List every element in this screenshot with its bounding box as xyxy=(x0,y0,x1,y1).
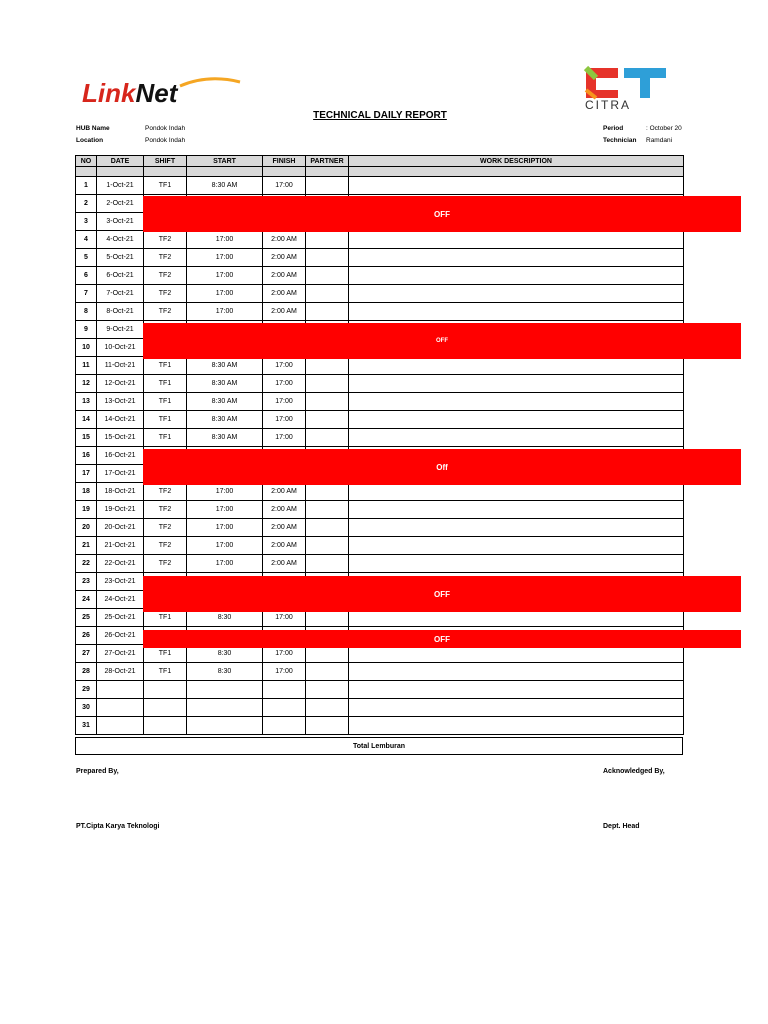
cell-shift xyxy=(144,681,187,699)
cell-desc xyxy=(349,177,684,195)
cell-date: 11-Oct-21 xyxy=(97,357,144,375)
location-value: Pondok Indah xyxy=(145,137,186,144)
sub-cell xyxy=(263,167,306,177)
cell-shift: TF1 xyxy=(144,411,187,429)
table-row xyxy=(76,231,684,249)
cell-date: 2-Oct-21 xyxy=(97,195,144,213)
cell-desc xyxy=(349,429,684,447)
table-row xyxy=(76,681,684,699)
cell-no: 17 xyxy=(76,465,97,483)
table-row xyxy=(76,537,684,555)
off-band: OFF xyxy=(143,630,741,648)
cell-desc xyxy=(349,663,684,681)
cell-no: 29 xyxy=(76,681,97,699)
sub-cell xyxy=(306,167,349,177)
cell-no: 28 xyxy=(76,663,97,681)
linknet-logo xyxy=(82,78,177,109)
cell-date: 28-Oct-21 xyxy=(97,663,144,681)
cell-date xyxy=(97,699,144,717)
cell-date: 27-Oct-21 xyxy=(97,645,144,663)
cell-date: 16-Oct-21 xyxy=(97,447,144,465)
cell-finish: 2:00 AM xyxy=(263,555,306,573)
cell-partner xyxy=(306,393,349,411)
cell-start: 8:30 xyxy=(187,645,263,663)
off-band: Off xyxy=(143,449,741,485)
off-band: OFF xyxy=(143,323,741,359)
technician-label: Technician xyxy=(603,137,637,144)
cell-date: 1-Oct-21 xyxy=(97,177,144,195)
col-no: NO xyxy=(76,156,97,167)
cell-finish: 2:00 AM xyxy=(263,267,306,285)
table-row xyxy=(76,303,684,321)
table-row xyxy=(76,717,684,735)
header-subrow xyxy=(76,167,684,177)
table-row xyxy=(76,501,684,519)
cell-date xyxy=(97,681,144,699)
table-row xyxy=(76,267,684,285)
cell-partner xyxy=(306,303,349,321)
cell-partner xyxy=(306,285,349,303)
table-row xyxy=(76,357,684,375)
cell-date: 22-Oct-21 xyxy=(97,555,144,573)
cell-date: 17-Oct-21 xyxy=(97,465,144,483)
cell-start xyxy=(187,699,263,717)
table-row xyxy=(76,663,684,681)
off-band: OFF xyxy=(143,576,741,612)
cell-partner xyxy=(306,537,349,555)
cell-desc xyxy=(349,681,684,699)
logo-swoosh-icon xyxy=(178,76,242,92)
cell-no: 8 xyxy=(76,303,97,321)
sub-cell xyxy=(144,167,187,177)
cell-finish: 17:00 xyxy=(263,177,306,195)
col-date: DATE xyxy=(97,156,144,167)
cell-date: 15-Oct-21 xyxy=(97,429,144,447)
cell-finish: 2:00 AM xyxy=(263,519,306,537)
table-row xyxy=(76,519,684,537)
table-row xyxy=(76,699,684,717)
sub-cell xyxy=(97,167,144,177)
cell-no: 27 xyxy=(76,645,97,663)
cell-finish: 17:00 xyxy=(263,357,306,375)
cell-no: 5 xyxy=(76,249,97,267)
table-row xyxy=(76,393,684,411)
period-value: : October 20 xyxy=(646,125,682,132)
cell-date: 3-Oct-21 xyxy=(97,213,144,231)
cell-desc xyxy=(349,231,684,249)
cell-date: 21-Oct-21 xyxy=(97,537,144,555)
cell-desc xyxy=(349,411,684,429)
cell-start: 17:00 xyxy=(187,249,263,267)
table-row xyxy=(76,375,684,393)
cell-desc xyxy=(349,249,684,267)
cell-no: 13 xyxy=(76,393,97,411)
cell-start: 17:00 xyxy=(187,267,263,285)
cell-start: 8:30 AM xyxy=(187,357,263,375)
cell-date: 4-Oct-21 xyxy=(97,231,144,249)
table-row xyxy=(76,483,684,501)
cell-finish: 17:00 xyxy=(263,393,306,411)
off-band: OFF xyxy=(143,196,741,232)
cell-date: 19-Oct-21 xyxy=(97,501,144,519)
cell-partner xyxy=(306,555,349,573)
cell-desc xyxy=(349,483,684,501)
cell-shift: TF2 xyxy=(144,519,187,537)
cell-start: 8:30 xyxy=(187,609,263,627)
cell-shift: TF2 xyxy=(144,285,187,303)
cell-shift: TF1 xyxy=(144,375,187,393)
cell-date: 13-Oct-21 xyxy=(97,393,144,411)
cell-shift: TF2 xyxy=(144,537,187,555)
cell-partner xyxy=(306,699,349,717)
cell-date: 14-Oct-21 xyxy=(97,411,144,429)
cell-start: 17:00 xyxy=(187,285,263,303)
table-row xyxy=(76,429,684,447)
cell-finish: 17:00 xyxy=(263,663,306,681)
cell-desc xyxy=(349,375,684,393)
cell-date: 23-Oct-21 xyxy=(97,573,144,591)
cell-finish: 17:00 xyxy=(263,609,306,627)
table-row xyxy=(76,555,684,573)
cell-partner xyxy=(306,663,349,681)
cell-finish: 2:00 AM xyxy=(263,537,306,555)
cell-date: 6-Oct-21 xyxy=(97,267,144,285)
col-work-description: WORK DESCRIPTION xyxy=(349,156,684,167)
cell-desc xyxy=(349,555,684,573)
cell-no: 19 xyxy=(76,501,97,519)
cell-partner xyxy=(306,375,349,393)
cell-no: 24 xyxy=(76,591,97,609)
table-row xyxy=(76,411,684,429)
hub-value: Pondok Indah xyxy=(145,125,186,132)
cell-no: 2 xyxy=(76,195,97,213)
cell-no: 3 xyxy=(76,213,97,231)
cell-desc xyxy=(349,519,684,537)
cell-no: 1 xyxy=(76,177,97,195)
cell-finish: 17:00 xyxy=(263,645,306,663)
dept-head: Dept. Head xyxy=(603,823,640,830)
cell-start: 17:00 xyxy=(187,303,263,321)
col-finish: FINISH xyxy=(263,156,306,167)
cell-no: 14 xyxy=(76,411,97,429)
cell-start: 8:30 AM xyxy=(187,177,263,195)
cell-no: 25 xyxy=(76,609,97,627)
cell-finish xyxy=(263,699,306,717)
cell-no: 30 xyxy=(76,699,97,717)
cell-date xyxy=(97,717,144,735)
cell-shift: TF1 xyxy=(144,609,187,627)
cell-no: 23 xyxy=(76,573,97,591)
cell-partner xyxy=(306,429,349,447)
table-row xyxy=(76,177,684,195)
citra-logo-text: CITRA xyxy=(585,98,631,112)
cell-shift: TF2 xyxy=(144,303,187,321)
cell-shift: TF2 xyxy=(144,267,187,285)
cell-finish: 2:00 AM xyxy=(263,249,306,267)
cell-start xyxy=(187,717,263,735)
cell-date: 25-Oct-21 xyxy=(97,609,144,627)
report-table xyxy=(75,155,684,735)
cell-shift: TF2 xyxy=(144,501,187,519)
cell-partner xyxy=(306,357,349,375)
cell-shift: TF2 xyxy=(144,483,187,501)
cell-start: 17:00 xyxy=(187,231,263,249)
cell-start: 8:30 xyxy=(187,663,263,681)
cell-no: 21 xyxy=(76,537,97,555)
cell-finish: 2:00 AM xyxy=(263,285,306,303)
company-name: PT.Cipta Karya Teknologi xyxy=(76,823,160,830)
col-start: START xyxy=(187,156,263,167)
cell-shift: TF1 xyxy=(144,663,187,681)
cell-no: 11 xyxy=(76,357,97,375)
cell-finish xyxy=(263,717,306,735)
header-row xyxy=(76,156,684,167)
table-row xyxy=(76,285,684,303)
cell-no: 20 xyxy=(76,519,97,537)
cell-partner xyxy=(306,519,349,537)
cell-partner xyxy=(306,267,349,285)
acknowledged-by: Acknowledged By, xyxy=(603,768,665,775)
cell-shift: TF1 xyxy=(144,645,187,663)
location-label: Location xyxy=(76,137,104,144)
cell-desc xyxy=(349,501,684,519)
cell-start: 17:00 xyxy=(187,501,263,519)
cell-start: 8:30 AM xyxy=(187,393,263,411)
cell-partner xyxy=(306,717,349,735)
cell-finish: 2:00 AM xyxy=(263,501,306,519)
col-shift: SHIFT xyxy=(144,156,187,167)
cell-date: 7-Oct-21 xyxy=(97,285,144,303)
cell-start: 17:00 xyxy=(187,519,263,537)
cell-no: 10 xyxy=(76,339,97,357)
cell-partner xyxy=(306,483,349,501)
hub-label: HUB Name xyxy=(76,125,110,132)
report-title: TECHNICAL DAILY REPORT xyxy=(313,110,447,121)
cell-no: 15 xyxy=(76,429,97,447)
cell-no: 22 xyxy=(76,555,97,573)
total-lemburan: Total Lemburan xyxy=(75,737,683,755)
cell-no: 9 xyxy=(76,321,97,339)
cell-finish: 17:00 xyxy=(263,375,306,393)
cell-finish: 2:00 AM xyxy=(263,231,306,249)
cell-no: 7 xyxy=(76,285,97,303)
cell-shift: TF1 xyxy=(144,357,187,375)
cell-desc xyxy=(349,717,684,735)
cell-shift: TF1 xyxy=(144,429,187,447)
cell-desc xyxy=(349,393,684,411)
cell-no: 18 xyxy=(76,483,97,501)
cell-no: 26 xyxy=(76,627,97,645)
cell-start: 8:30 AM xyxy=(187,429,263,447)
cell-start: 8:30 AM xyxy=(187,411,263,429)
cell-shift: TF2 xyxy=(144,249,187,267)
cell-shift xyxy=(144,699,187,717)
cell-finish: 2:00 AM xyxy=(263,303,306,321)
cell-no: 4 xyxy=(76,231,97,249)
sub-cell xyxy=(76,167,97,177)
cell-date: 9-Oct-21 xyxy=(97,321,144,339)
cell-start: 17:00 xyxy=(187,537,263,555)
cell-finish: 2:00 AM xyxy=(263,483,306,501)
cell-desc xyxy=(349,537,684,555)
cell-start xyxy=(187,681,263,699)
cell-shift: TF1 xyxy=(144,393,187,411)
cell-shift: TF2 xyxy=(144,555,187,573)
cell-no: 16 xyxy=(76,447,97,465)
cell-no: 12 xyxy=(76,375,97,393)
cell-finish: 17:00 xyxy=(263,411,306,429)
cell-date: 5-Oct-21 xyxy=(97,249,144,267)
cell-date: 26-Oct-21 xyxy=(97,627,144,645)
cell-desc xyxy=(349,285,684,303)
cell-partner xyxy=(306,681,349,699)
table-row xyxy=(76,249,684,267)
cell-partner xyxy=(306,249,349,267)
cell-desc xyxy=(349,267,684,285)
cell-no: 31 xyxy=(76,717,97,735)
cell-date: 18-Oct-21 xyxy=(97,483,144,501)
cell-shift: TF2 xyxy=(144,231,187,249)
logo-link-text: Link xyxy=(82,78,136,108)
logo-net-text: Net xyxy=(135,78,178,108)
prepared-by: Prepared By, xyxy=(76,768,119,775)
cell-start: 8:30 AM xyxy=(187,375,263,393)
cell-desc xyxy=(349,357,684,375)
cell-shift: TF1 xyxy=(144,177,187,195)
cell-desc xyxy=(349,303,684,321)
cell-partner xyxy=(306,501,349,519)
cell-finish: 17:00 xyxy=(263,429,306,447)
technician-value: Ramdani xyxy=(646,137,673,144)
cell-date: 20-Oct-21 xyxy=(97,519,144,537)
cell-no: 6 xyxy=(76,267,97,285)
cell-partner xyxy=(306,411,349,429)
cell-partner xyxy=(306,177,349,195)
sub-cell xyxy=(187,167,263,177)
cell-date: 10-Oct-21 xyxy=(97,339,144,357)
cell-date: 24-Oct-21 xyxy=(97,591,144,609)
cell-start: 17:00 xyxy=(187,483,263,501)
cell-date: 8-Oct-21 xyxy=(97,303,144,321)
cell-start: 17:00 xyxy=(187,555,263,573)
cell-finish xyxy=(263,681,306,699)
col-partner: PARTNER xyxy=(306,156,349,167)
cell-partner xyxy=(306,231,349,249)
sub-cell xyxy=(349,167,684,177)
period-label: Period xyxy=(603,125,624,132)
cell-date: 12-Oct-21 xyxy=(97,375,144,393)
cell-desc xyxy=(349,699,684,717)
cell-shift xyxy=(144,717,187,735)
